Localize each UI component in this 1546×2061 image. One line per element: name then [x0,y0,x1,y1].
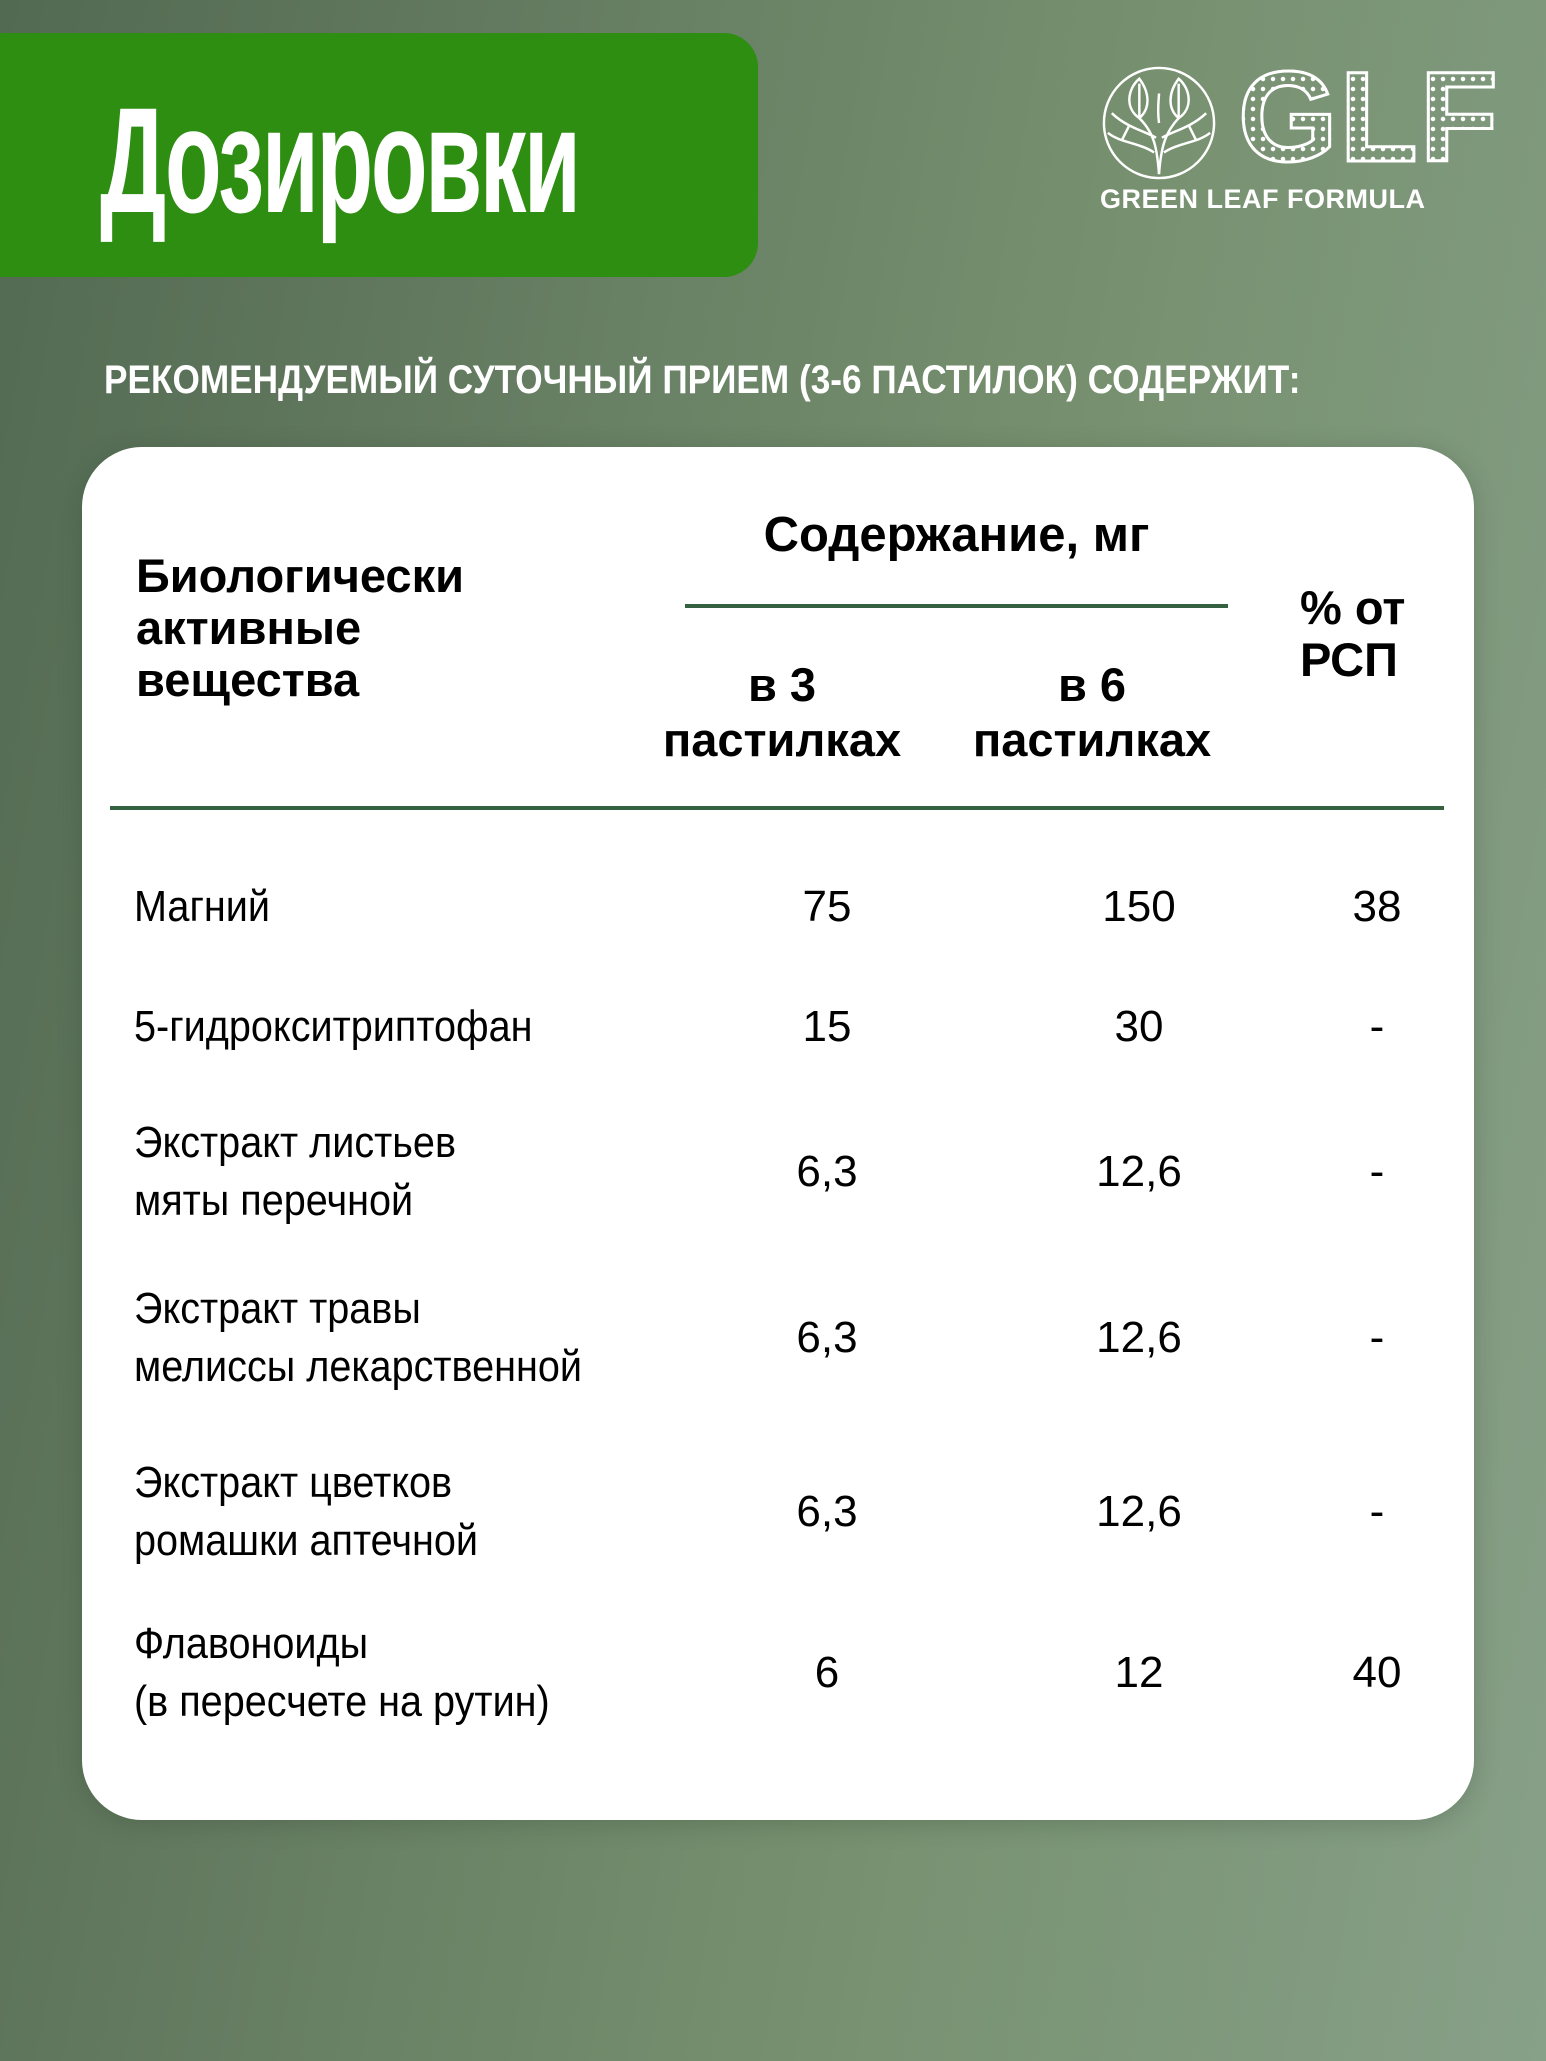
header-substance-line: Биологически [136,549,464,602]
row-substance-name [134,1615,596,1731]
header-substance-line: вещества [136,653,360,706]
logo-letters: GLF [1238,46,1500,189]
header-substance [136,550,464,706]
row-value-3: 6,3 [796,1147,858,1196]
row-value-3: 6 [814,1648,840,1697]
daily-intake-subtitle: РЕКОМЕНДУЕМЫЙ СУТОЧНЫЙ ПРИЕМ (3-6 ПАСТИЛОК) СОДЕРЖИТ: [104,358,1301,402]
table-row [82,1112,1474,1232]
name-line: 5-гидрокситриптофан [134,1002,533,1051]
name-line: Экстракт травы [134,1284,421,1333]
header-divider [110,806,1444,810]
name-line: мелиссы лекарственной [134,1342,583,1391]
row-value-6: 12,6 [1096,1147,1182,1196]
table-row [82,1452,1474,1572]
name-line: Экстракт цветков [134,1458,453,1507]
row-rsp-percent: - [1369,1313,1385,1362]
row-value-6: 30 [1114,1002,1164,1051]
row-value-6: 12 [1114,1648,1164,1697]
name-line: ромашки аптечной [134,1516,479,1565]
row-value-3: 15 [802,1002,852,1051]
row-rsp-percent: - [1369,1487,1385,1536]
header-content: Содержание, мг [763,508,1150,562]
title-banner [0,33,758,277]
page-title: Дозировки [100,76,579,244]
leaf-circle-icon [1100,64,1218,182]
header-col6-line: в 6 [1057,658,1127,711]
row-rsp-percent: 40 [1352,1648,1402,1697]
header-6-pastilles [962,657,1222,767]
header-col3-line: пастилках [662,713,902,766]
header-rsp-line: % от [1300,581,1406,634]
logo-brand-name: GREEN LEAF FORMULA [1100,184,1426,214]
header-col3-line: в 3 [747,658,817,711]
row-substance-name [134,1280,632,1396]
name-line: Магний [134,882,271,931]
dosage-table-card [82,447,1474,1820]
brand-logo [1100,46,1500,220]
row-value-3: 75 [802,882,852,931]
name-line: (в пересчете на рутин) [134,1677,550,1726]
table-row [82,862,1474,952]
row-rsp-percent: 38 [1352,882,1402,931]
row-rsp-percent: - [1369,1147,1385,1196]
name-line: Флавоноиды [134,1619,369,1668]
row-value-6: 150 [1102,882,1176,931]
header-divider-sub [685,604,1228,608]
row-substance-name [134,1114,492,1230]
header-col6-line: пастилках [972,713,1212,766]
row-substance-name [134,998,577,1056]
row-value-6: 12,6 [1096,1313,1182,1362]
header-rsp-percent [1300,582,1405,686]
row-value-6: 12,6 [1096,1487,1182,1536]
table-row [82,1278,1474,1398]
table-row [82,982,1474,1072]
name-line: мяты перечной [134,1176,414,1225]
row-value-3: 6,3 [796,1313,858,1362]
header-3-pastilles [652,657,912,767]
header-rsp-line: РСП [1300,633,1398,686]
row-substance-name [134,878,285,936]
table-row [82,1613,1474,1733]
header-substance-line: активные [136,601,362,654]
name-line: Экстракт листьев [134,1118,456,1167]
row-rsp-percent: - [1369,1002,1385,1051]
row-value-3: 6,3 [796,1487,858,1536]
row-substance-name [134,1454,516,1570]
